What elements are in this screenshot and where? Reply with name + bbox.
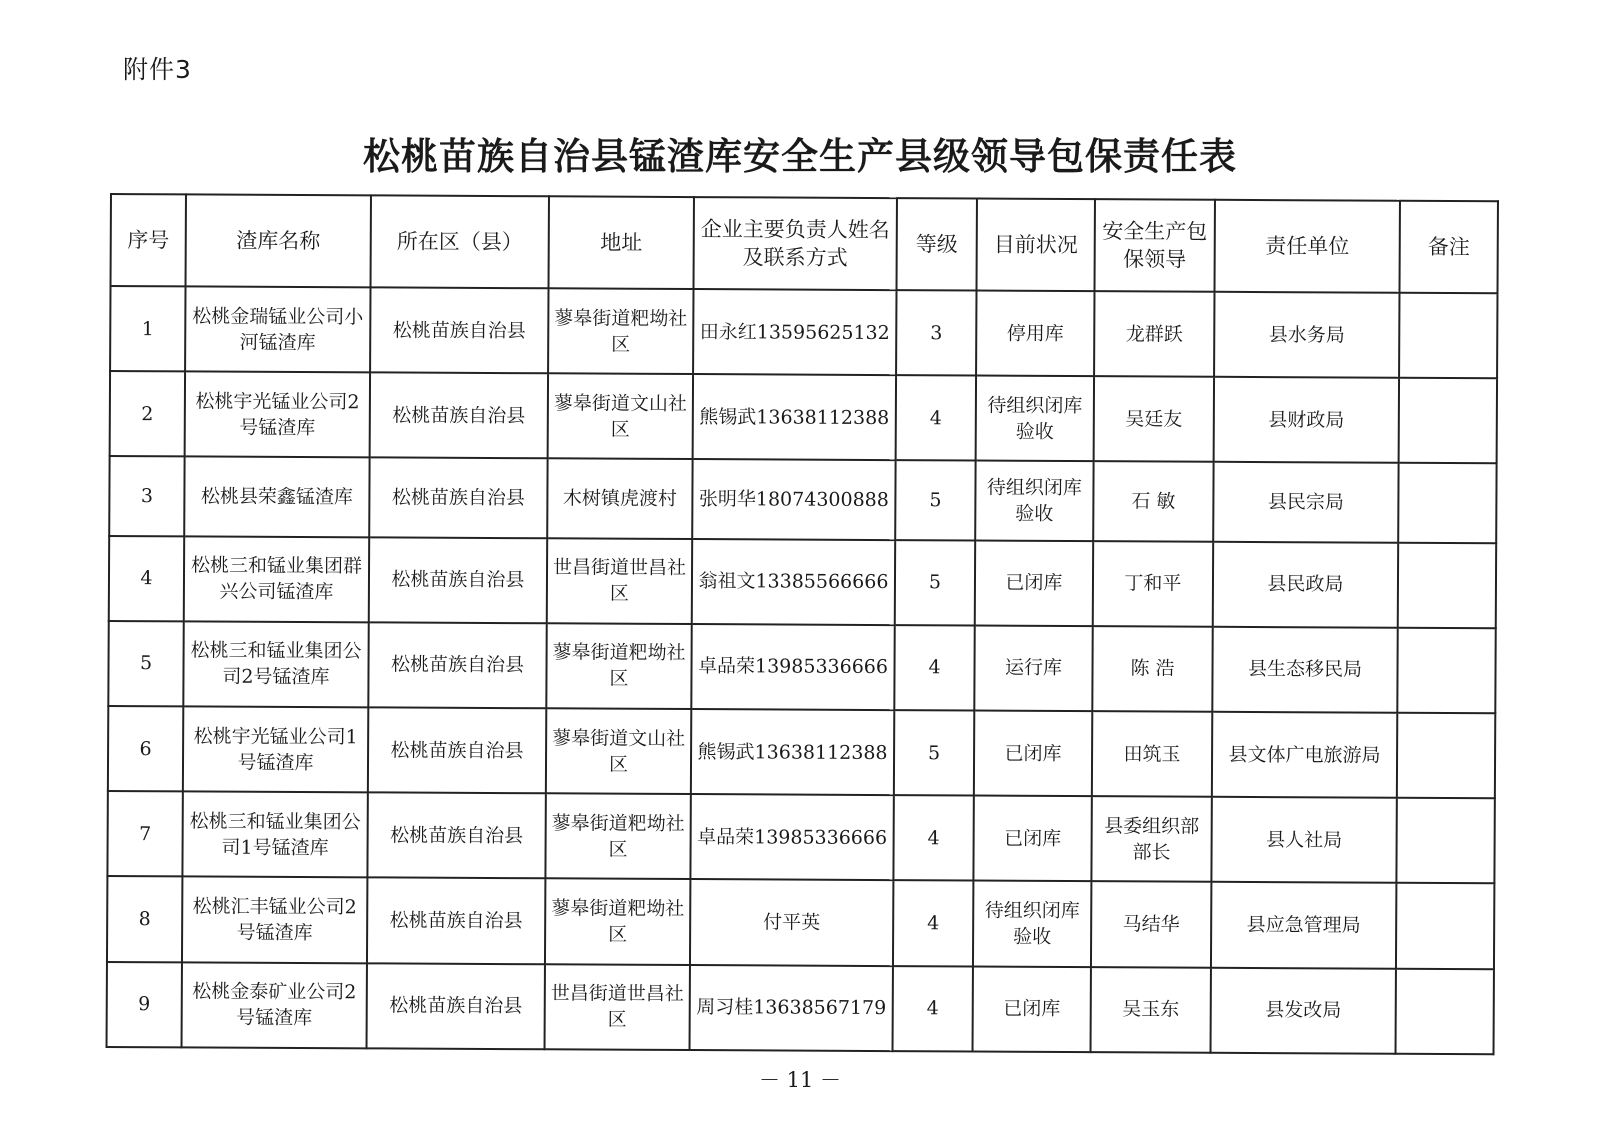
table-row <box>107 962 1494 1055</box>
cell-no: 8 <box>107 876 182 962</box>
cell-county: 松桃苗族自治县 <box>369 458 547 538</box>
cell-status: 待组织闭库验收 <box>975 461 1093 541</box>
cell-address: 蓼皋街道粑坳社区 <box>548 288 693 374</box>
header-county: 所在区（县） <box>371 195 549 288</box>
cell-remark <box>1396 883 1494 969</box>
header-grade: 等级 <box>897 198 977 290</box>
cell-status: 已闭库 <box>973 796 1091 882</box>
cell-leader: 县委组织部部长 <box>1091 796 1211 882</box>
cell-tailings-name: 松桃金泰矿业公司2号锰渣库 <box>182 962 367 1048</box>
cell-address: 世昌街道世昌社区 <box>547 538 692 624</box>
document-title: 松桃苗族自治县锰渣库安全生产县级领导包保责任表 <box>363 134 1237 178</box>
cell-grade: 4 <box>893 881 973 967</box>
cell-no: 2 <box>110 371 185 457</box>
table-row <box>109 456 1496 542</box>
cell-no: 1 <box>110 286 185 372</box>
cell-tailings-name: 松桃县荣鑫锰渣库 <box>184 457 369 537</box>
cell-tailings-name: 松桃金瑞锰业公司小河锰渣库 <box>185 286 370 372</box>
cell-status: 运行库 <box>974 625 1092 711</box>
cell-contact: 熊锡武13638112388 <box>693 374 896 460</box>
header-remark: 备注 <box>1399 201 1497 294</box>
cell-no: 7 <box>107 791 182 877</box>
cell-contact: 付平英 <box>690 880 893 966</box>
cell-address: 蓼皋街道粑坳社区 <box>545 879 690 965</box>
cell-remark <box>1396 968 1494 1054</box>
cell-unit: 县民宗局 <box>1213 462 1398 542</box>
cell-remark <box>1397 628 1495 714</box>
cell-tailings-name: 松桃三和锰业集团群兴公司锰渣库 <box>184 536 369 622</box>
cell-address: 蓼皋街道粑坳社区 <box>545 794 690 880</box>
cell-no: 6 <box>108 706 183 792</box>
cell-grade: 5 <box>895 540 975 626</box>
cell-unit: 县水务局 <box>1214 292 1399 378</box>
cell-remark <box>1397 713 1495 799</box>
cell-no: 3 <box>109 456 184 536</box>
cell-address: 蓼皋街道文山社区 <box>548 374 693 460</box>
cell-grade: 4 <box>894 625 974 711</box>
cell-leader: 吴玉东 <box>1091 967 1211 1053</box>
cell-grade: 5 <box>894 710 974 796</box>
table-row <box>110 286 1497 378</box>
cell-contact: 翁祖文13385566666 <box>692 539 895 625</box>
header-address: 地址 <box>549 196 694 289</box>
cell-unit: 县财政局 <box>1214 377 1399 463</box>
cell-contact: 张明华18074300888 <box>692 459 895 539</box>
header-leader: 安全生产包保领导 <box>1094 199 1214 292</box>
cell-tailings-name: 松桃三和锰业集团公司2号锰渣库 <box>183 621 368 707</box>
cell-county: 松桃苗族自治县 <box>368 707 546 793</box>
cell-unit: 县应急管理局 <box>1211 882 1396 968</box>
table-row <box>110 371 1497 463</box>
cell-county: 松桃苗族自治县 <box>367 963 545 1049</box>
cell-leader: 马结华 <box>1091 882 1211 968</box>
cell-contact: 卓品荣13985336666 <box>690 794 893 880</box>
cell-county: 松桃苗族自治县 <box>368 622 546 708</box>
header-unit: 责任单位 <box>1214 200 1399 293</box>
cell-county: 松桃苗族自治县 <box>370 373 548 459</box>
cell-status: 待组织闭库验收 <box>973 881 1091 967</box>
cell-county: 松桃苗族自治县 <box>367 793 545 879</box>
cell-grade: 4 <box>893 966 973 1052</box>
table-row <box>109 536 1496 628</box>
cell-status: 已闭库 <box>973 966 1091 1052</box>
cell-unit: 县生态移民局 <box>1212 627 1397 713</box>
cell-tailings-name: 松桃宇光锰业公司1号锰渣库 <box>183 706 368 792</box>
cell-grade: 4 <box>896 375 976 461</box>
header-no: 序号 <box>111 194 186 286</box>
cell-remark <box>1396 798 1494 884</box>
table-row <box>108 621 1495 713</box>
page-number: － 11 － <box>758 1068 842 1092</box>
cell-unit: 县发改局 <box>1211 967 1396 1053</box>
cell-status: 待组织闭库验收 <box>976 376 1094 462</box>
cell-leader: 陈 浩 <box>1092 626 1212 712</box>
table-row <box>108 706 1495 798</box>
cell-remark <box>1398 542 1496 628</box>
cell-leader: 吴廷友 <box>1094 376 1214 462</box>
cell-tailings-name: 松桃汇丰锰业公司2号锰渣库 <box>182 877 367 963</box>
cell-unit: 县文体广电旅游局 <box>1212 712 1397 798</box>
cell-no: 9 <box>107 962 182 1048</box>
cell-address: 蓼皋街道粑坳社区 <box>546 623 691 709</box>
cell-contact: 熊锡武13638112388 <box>691 709 894 795</box>
attachment-label: 附件3 <box>123 55 192 84</box>
table-row <box>107 791 1494 883</box>
cell-address: 蓼皋街道文山社区 <box>546 708 691 794</box>
cell-leader: 田筑玉 <box>1092 711 1212 797</box>
cell-remark <box>1399 293 1497 379</box>
cell-unit: 县民政局 <box>1213 541 1398 627</box>
cell-status: 停用库 <box>976 291 1094 377</box>
header-status: 目前状况 <box>977 199 1095 292</box>
table-header-row <box>111 194 1498 293</box>
cell-grade: 3 <box>896 290 976 376</box>
responsibility-table-wrapper <box>106 193 1497 1055</box>
header-tailings-name: 渣库名称 <box>186 194 371 287</box>
cell-county: 松桃苗族自治县 <box>369 537 547 623</box>
table-row <box>107 876 1494 968</box>
cell-tailings-name: 松桃宇光锰业公司2号锰渣库 <box>185 372 370 458</box>
cell-no: 4 <box>109 536 184 622</box>
cell-remark <box>1399 378 1497 464</box>
cell-leader: 丁和平 <box>1093 541 1213 627</box>
cell-status: 已闭库 <box>974 711 1092 797</box>
cell-address: 世昌街道世昌社区 <box>545 964 690 1050</box>
responsibility-table <box>106 193 1499 1055</box>
cell-leader: 石 敏 <box>1093 462 1213 542</box>
cell-contact: 周习桂13638567179 <box>690 965 893 1051</box>
cell-status: 已闭库 <box>975 540 1093 626</box>
header-contact: 企业主要负责人姓名及联系方式 <box>694 197 897 290</box>
cell-contact: 田永红13595625132 <box>693 289 896 375</box>
cell-grade: 5 <box>895 461 975 541</box>
cell-tailings-name: 松桃三和锰业集团公司1号锰渣库 <box>182 792 367 878</box>
cell-contact: 卓品荣13985336666 <box>691 624 894 710</box>
cell-county: 松桃苗族自治县 <box>370 287 548 373</box>
cell-address: 木树镇虎渡村 <box>547 459 692 539</box>
cell-unit: 县人社局 <box>1211 797 1396 883</box>
cell-no: 5 <box>108 621 183 707</box>
cell-county: 松桃苗族自治县 <box>367 878 545 964</box>
cell-grade: 4 <box>893 795 973 881</box>
cell-remark <box>1398 463 1496 543</box>
cell-leader: 龙群跃 <box>1094 291 1214 377</box>
